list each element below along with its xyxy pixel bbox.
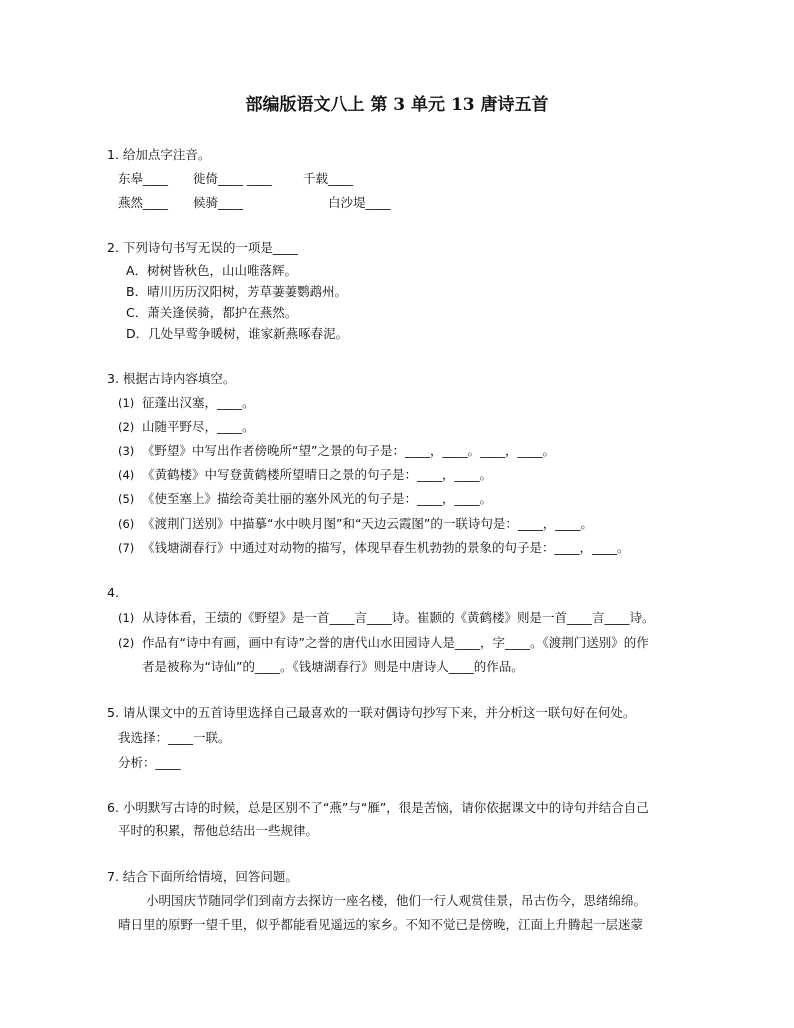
q7-paragraph-2: 晴日里的原野一望千里，似乎都能看见遥远的家乡。不知不觉已是傍晚，江面上升腾起一层迷蒙 bbox=[118, 917, 644, 932]
question-6-stem: 6. 小明默写古诗的时候，总是区别不了“燕”与“雁”，很是苦恼，请你依据课文中的诗句并结合自己 bbox=[107, 800, 649, 815]
q3-item-1: (1) 征蓬出汉塞，____。 bbox=[118, 395, 255, 410]
q1-item-yanran: 燕然____ bbox=[118, 195, 169, 210]
q3-item-3: (3) 《野望》中写出作者傍晚所“望”之景的句子是：____，____。____，____。 bbox=[118, 443, 555, 458]
q1-item-baishadi: 白沙堤____ bbox=[328, 195, 391, 210]
q2-option-b: B．晴川历历汉阳树，芳草萋萋鹦鹉州。 bbox=[126, 284, 348, 299]
question-7-stem: 7. 结合下面所给情境，回答问题。 bbox=[107, 869, 298, 884]
q3-item-5: (5) 《使至塞上》描绘奇美壮丽的塞外风光的句子是：____，____。 bbox=[118, 491, 493, 506]
q3-item-2: (2) 山随平野尽，____。 bbox=[118, 419, 255, 434]
page-title: 部编版语文八上 第 3 单元 13 唐诗五首 bbox=[245, 95, 549, 115]
q1-item-donggao: 东皋____ bbox=[118, 171, 169, 186]
q7-paragraph-1: 小明国庆节随同学们到南方去探访一座名楼，他们一行人观赏佳景，吊古伤今，思绪绵绵。 bbox=[146, 893, 647, 908]
question-5-stem: 5. 请从课文中的五首诗里选择自己最喜欢的一联对偶诗句抄写下来，并分析这一联句好在何处。 bbox=[107, 705, 636, 720]
q3-item-7: (7) 《钱塘湖春行》中通过对动物的描写，体现早春生机勃勃的景象的句子是：____，____。 bbox=[118, 540, 630, 555]
question-6-continued: 平时的积累，帮他总结出一些规律。 bbox=[118, 823, 319, 838]
q1-item-houji: 候骑____ bbox=[193, 195, 244, 210]
question-1-stem: 1. 给加点字注音。 bbox=[107, 147, 211, 162]
q4-item-2-continued: 者是被称为“诗仙”的____。《钱塘湖春行》则是中唐诗人____的作品。 bbox=[142, 659, 524, 674]
q4-item-1: (1) 从诗体看，王绩的《野望》是一首____言____诗。崔颢的《黄鹤楼》则是一首____言____诗。 bbox=[118, 610, 655, 625]
question-3-stem: 3. 根据古诗内容填空。 bbox=[107, 371, 236, 386]
q3-item-4: (4) 《黄鹤楼》中写登黄鹤楼所望晴日之景的句子是：____，____。 bbox=[118, 467, 493, 482]
q2-option-a: A．树树皆秋色，山山唯落辉。 bbox=[126, 263, 298, 278]
q2-option-d: D．几处早莺争暖树，谁家新燕啄春泥。 bbox=[126, 326, 349, 341]
q1-item-qianzai: 千载____ bbox=[303, 171, 354, 186]
question-2-stem: 2. 下列诗句书写无误的一项是____ bbox=[107, 240, 298, 255]
q4-item-2: (2) 作品有“诗中有画，画中有诗”之誉的唐代山水田园诗人是____，字____。《渡荆门送别》的作 bbox=[118, 635, 649, 650]
q1-item-xiyi: 徙倚____ ____ bbox=[193, 171, 272, 186]
q2-option-c: C．萧关逢侯骑，都护在燕然。 bbox=[126, 305, 298, 320]
question-4-stem: 4. bbox=[107, 585, 119, 600]
q5-choose-line: 我选择：____一联。 bbox=[118, 730, 231, 745]
q5-analysis-line: 分析：____ bbox=[118, 755, 181, 770]
q3-item-6: (6) 《渡荆门送别》中描摹“水中映月图”和“天边云霞图”的一联诗句是：____，____。 bbox=[118, 516, 593, 531]
